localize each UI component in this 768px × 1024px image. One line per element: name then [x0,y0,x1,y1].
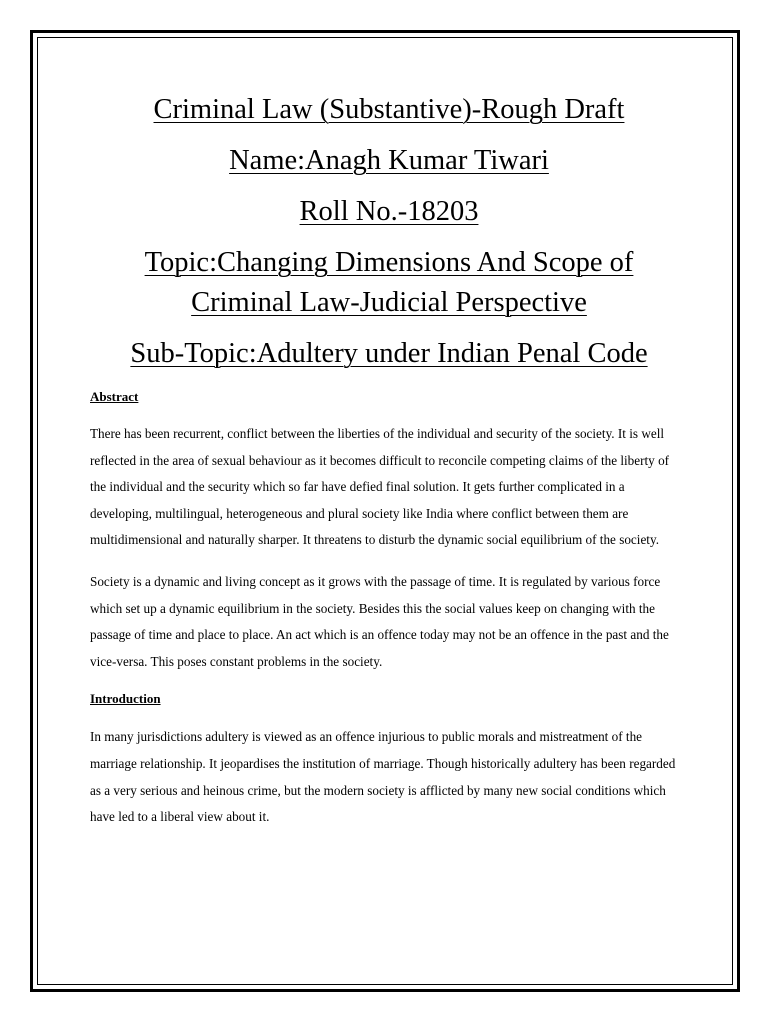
abstract-heading: Abstract [90,389,139,404]
introduction-paragraph-1: In many jurisdictions adultery is viewed as an offence injurious to public morals and mistreatment of the marriage relationship. It jeopardises the institution of marriage. Though historically adultery has been regarded as a very serious and heinous crime, but the modern society is afflicted by many new social conditions which have led to a liberal view about it. [90,729,676,825]
roll-number: Roll No.-18203 [299,196,479,227]
author-name: Name:Anagh Kumar Tiwari [229,145,549,176]
document-title: Criminal Law (Substantive)-Rough Draft [153,94,625,125]
sub-topic: Sub-Topic:Adultery under Indian Penal Code [130,338,648,369]
abstract-paragraph-2: Society is a dynamic and living concept as it grows with the passage of time. It is regulated by various force which set up a dynamic equilibrium in the society. Besides this the social values keep on changing with the passage of time and place to place. An act which is an offence today may not be an offence in the past and the vice-versa. This poses constant problems in the society. [90,573,669,669]
abstract-paragraph-1: There has been recurrent, conflict between the liberties of the individual and security of the society. It is well reflected in the area of sexual behaviour as it becomes difficult to reconcile competing claims of the liberty of the individual and the security which so far have defied final solution. It gets further complicated in a developing, multilingual, heterogeneous and plural society like India where conflict between them are multidimensional and naturally sharper. It threatens to disturb the dynamic social equilibrium of the society. [90,426,670,548]
document-body [90,92,688,831]
introduction-heading: Introduction [90,691,161,707]
topic-line-2: Criminal Law-Judicial Perspective [191,287,587,318]
topic-line-1: Topic:Changing Dimensions And Scope of [144,247,634,278]
